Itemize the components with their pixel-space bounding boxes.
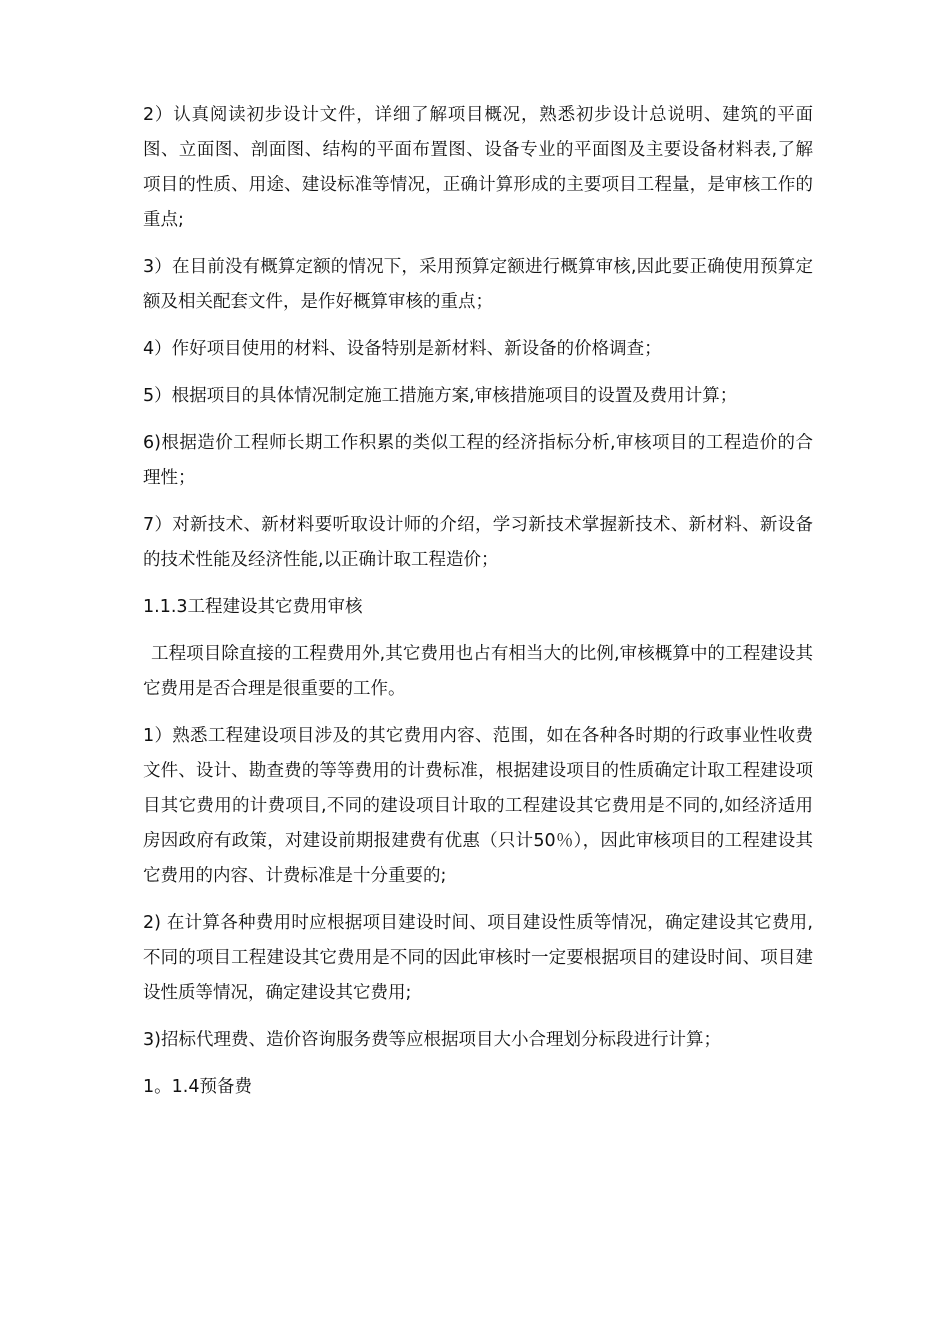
paragraph-item-2: 2）认真阅读初步设计文件，详细了解项目概况，熟悉初步设计总说明、建筑的平面图、立面图、剖面图、结构的平面布置图、设备专业的平面图及主要设备材料表,了解项目的性质、用途、建设标准等情况，正确计算形成的主要项目工程量，是审核工作的重点;: [143, 105, 813, 230]
paragraph-item-3b: 3)招标代理费、造价咨询服务费等应根据项目大小合理划分标段进行计算；: [143, 1030, 721, 1050]
paragraph-item-7: 7）对新技术、新材料要听取设计师的介绍，学习新技术掌握新技术、新材料、新设备的技术性能及经济性能,以正确计取工程造价；: [143, 515, 813, 570]
paragraph-item-4: 4）作好项目使用的材料、设备特别是新材料、新设备的价格调查；: [143, 339, 662, 359]
paragraph-item-2b: 2) 在计算各种费用时应根据项目建设时间、项目建设性质等情况，确定建设其它费用,不同的项目工程建设其它费用是不同的因此审核时一定要根据项目的建设时间、项目建设性质等情况，确定建设其它费用;: [143, 913, 813, 1003]
section-heading-1-1-3: 1.1.3工程建设其它费用审核: [143, 597, 363, 617]
paragraph-item-6: 6)根据造价工程师长期工作积累的类似工程的经济指标分析,审核项目的工程造价的合理性；: [143, 433, 813, 488]
section-intro-paragraph: 工程项目除直接的工程费用外,其它费用也占有相当大的比例,审核概算中的工程建设其它费用是否合理是很重要的工作。: [143, 644, 813, 699]
paragraph-item-5: 5）根据项目的具体情况制定施工措施方案,审核措施项目的设置及费用计算；: [143, 386, 738, 406]
paragraph-item-3: 3）在目前没有概算定额的情况下，采用预算定额进行概算审核,因此要正确使用预算定额及相关配套文件，是作好概算审核的重点；: [143, 257, 813, 312]
paragraph-item-1: 1）熟悉工程建设项目涉及的其它费用内容、范围，如在各种各时期的行政事业性收费文件、设计、勘查费的等等费用的计费标准，根据建设项目的性质确定计取工程建设项目其它费用的计费项目,不同的建设项目计取的工程建设其它费用是不同的,如经济适用房因政府有政策，对建设前期报建费有优惠（只计50％），因此审核项目的工程建设其它费用的内容、计费标准是十分重要的;: [143, 726, 813, 886]
document-body: [143, 98, 813, 1117]
section-heading-1-1-4: 1。1.4预备费: [143, 1077, 252, 1097]
